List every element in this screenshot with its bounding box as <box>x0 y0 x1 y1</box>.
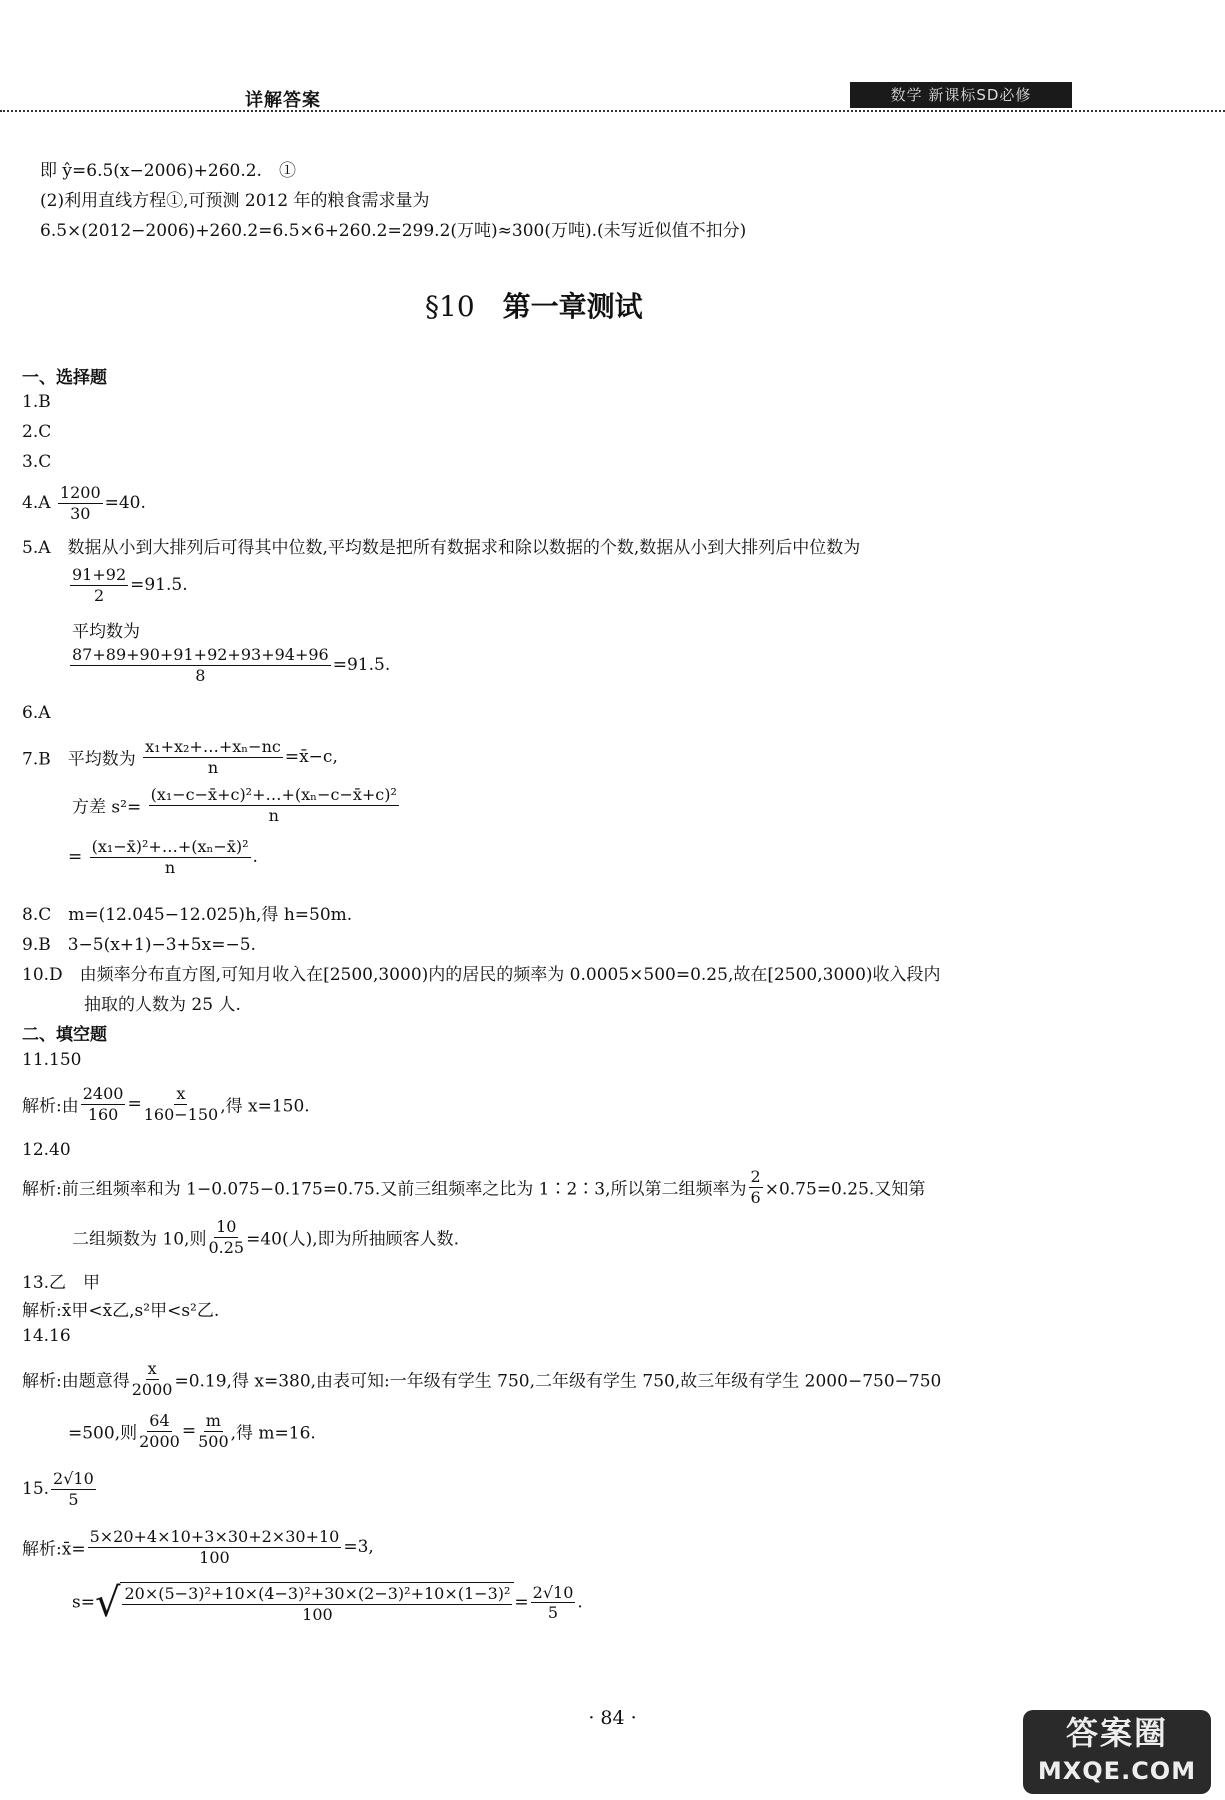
answer-q2: 2.C <box>22 422 52 442</box>
median-formula: $\frac{91+92}{2}$ =91.5. <box>72 565 188 605</box>
fraction: $\frac{\text{(x₁−c−x̄+c)²+…+(xₙ−c−x̄+c)²}}{n}$ <box>150 785 397 825</box>
square-root: √ $\frac{\text{20×(5−3)²+10×(4−3)²+30×(2−3)²+10×(1−3)²}}{100}$ <box>95 1582 514 1623</box>
answer-q15: 15. $\frac{2√10}{5}$ <box>22 1469 94 1509</box>
fraction: $\frac{5\times 20+4\times 10+3\times 30+2\times 30+10}{100}$ <box>89 1527 340 1567</box>
answer-q5: 5.A 数据从小到大排列后可得其中位数,平均数是把所有数据求和除以数据的个数,数据从小到大排列后中位数为 <box>22 538 861 558</box>
fraction: $\frac{1200}{30}$ <box>59 483 101 523</box>
prediction-intro: (2)利用直线方程①,可预测 2012 年的粮食需求量为 <box>40 191 430 211</box>
variance-simplified: = $\frac{\text{(x₁−x̄)²+…+(xₙ−x̄)²}}{n}$ . <box>68 837 258 877</box>
fraction: $\frac{2√10}{5}$ <box>53 1469 94 1509</box>
solution-q14-cont: =500,则 $\frac{64}{2000}$ = $\frac{m}{500}$ ,得 m=16. <box>68 1411 316 1451</box>
header-label: 详解答案 <box>245 90 321 111</box>
fraction: $\frac{87+89+90+91+92+93+94+96}{8}$ <box>72 645 329 685</box>
fraction: $\frac{2√10}{5}$ <box>532 1582 574 1623</box>
average-label: 平均数为 <box>72 622 140 642</box>
fraction: $\frac{2400}{160}$ <box>82 1084 124 1124</box>
solution-q11: 解析:由 $\frac{2400}{160}$ = $\frac{x}{160-150}$ ,得 x=150. <box>22 1084 310 1124</box>
solution-q12: 解析:前三组频率和为 1−0.075−0.175=0.75.又前三组频率之比为 1∶2∶3,所以第二组频率为 $\frac{2}{6}$ ×0.75=0.25.又知第 <box>22 1167 926 1207</box>
fraction: $\frac{x}{2000}$ <box>131 1359 173 1399</box>
answer-q6: 6.A <box>22 703 51 723</box>
answer-q11: 11.150 <box>22 1050 82 1070</box>
answer-q7: 7.B 平均数为 $\frac{\text{x₁+x₂+…+xₙ−nc}}{n}$ =x̄−c, <box>22 737 338 777</box>
answer-q10: 10.D 由频率分布直方图,可知月收入在[2500,3000)内的居民的频率为 0.0005×500=0.25,故在[2500,3000)收入段内 <box>22 965 941 985</box>
answer-q10-cont: 抽取的人数为 25 人. <box>84 995 241 1015</box>
solution-q15: 解析:x̄= $\frac{5\times 20+4\times 10+3\times 30+2\times 30+10}{100}$ =3, <box>22 1527 374 1567</box>
fraction: $\frac{64}{2000}$ <box>139 1411 180 1451</box>
fraction: $\frac{\text{x₁+x₂+…+xₙ−nc}}{n}$ <box>145 737 281 777</box>
solution-q12-cont: 二组频数为 10,则 $\frac{10}{0.25}$ =40(人),即为所抽顾客人数. <box>72 1217 460 1257</box>
header-subject-tag: 数学 新课标SD必修 <box>850 82 1072 108</box>
fraction: $\frac{91+92}{2}$ <box>72 565 127 605</box>
answer-q12: 12.40 <box>22 1140 71 1160</box>
average-formula: $\frac{87+89+90+91+92+93+94+96}{8}$ =91.5. <box>72 645 391 685</box>
part2-heading: 二、填空题 <box>22 1025 107 1045</box>
std-dev-formula: s= √ $\frac{\text{20×(5−3)²+10×(4−3)²+30×(2−3)²+10×(1−3)²}}{100}$ = $\frac{2√10}{5}$ . <box>72 1579 583 1626</box>
fraction: $\frac{10}{0.25}$ <box>208 1217 245 1257</box>
answer-q8: 8.C m=(12.045−12.025)h,得 h=50m. <box>22 905 353 925</box>
section-name: 第一章测试 <box>502 290 643 323</box>
answer-q14: 14.16 <box>22 1326 71 1346</box>
variance-formula: 方差 s²= $\frac{\text{(x₁−c−x̄+c)²+…+(xₙ−c−x̄+c)²}}{n}$ <box>72 785 397 825</box>
section-title <box>425 285 643 325</box>
solution-q13: 解析:x̄甲<x̄乙,s²甲<s²乙. <box>22 1301 220 1321</box>
fraction: $\frac{x}{160-150}$ <box>143 1084 219 1124</box>
fraction: $\frac{2}{6}$ <box>750 1167 761 1207</box>
section-number: §10 <box>425 290 475 323</box>
fraction: $\frac{m}{500}$ <box>198 1411 229 1451</box>
regression-equation: 即 ŷ=6.5(x−2006)+260.2. ① <box>40 161 296 181</box>
watermark-logo: 答案圈 MXQE.COM <box>1023 1710 1211 1794</box>
answer-q1: 1.B <box>22 392 51 412</box>
prediction-calculation: 6.5×(2012−2006)+260.2=6.5×6+260.2=299.2(万吨)≈300(万吨).(未写近似值不扣分) <box>40 221 747 241</box>
answer-q13: 13.乙 甲 <box>22 1273 101 1293</box>
part1-heading: 一、选择题 <box>22 368 107 388</box>
fraction: $\frac{\text{(x₁−x̄)²+…+(xₙ−x̄)²}}{n}$ <box>91 837 249 877</box>
page-number: · 84 · <box>588 1707 637 1729</box>
answer-q3: 3.C <box>22 452 52 472</box>
solution-q14: 解析:由题意得 $\frac{x}{2000}$ =0.19,得 x=380,由表可知:一年级有学生 750,二年级有学生 750,故三年级有学生 2000−750−750 <box>22 1359 942 1399</box>
answer-q9: 9.B 3−5(x+1)−3+5x=−5. <box>22 935 256 955</box>
fraction: $\frac{\text{20×(5−3)²+10×(4−3)²+30×(2−3)²+10×(1−3)²}}{100}$ <box>124 1584 511 1624</box>
answer-q4: 4.A $\frac{1200}{30}$ =40. <box>22 483 146 523</box>
header-divider <box>0 110 1225 112</box>
